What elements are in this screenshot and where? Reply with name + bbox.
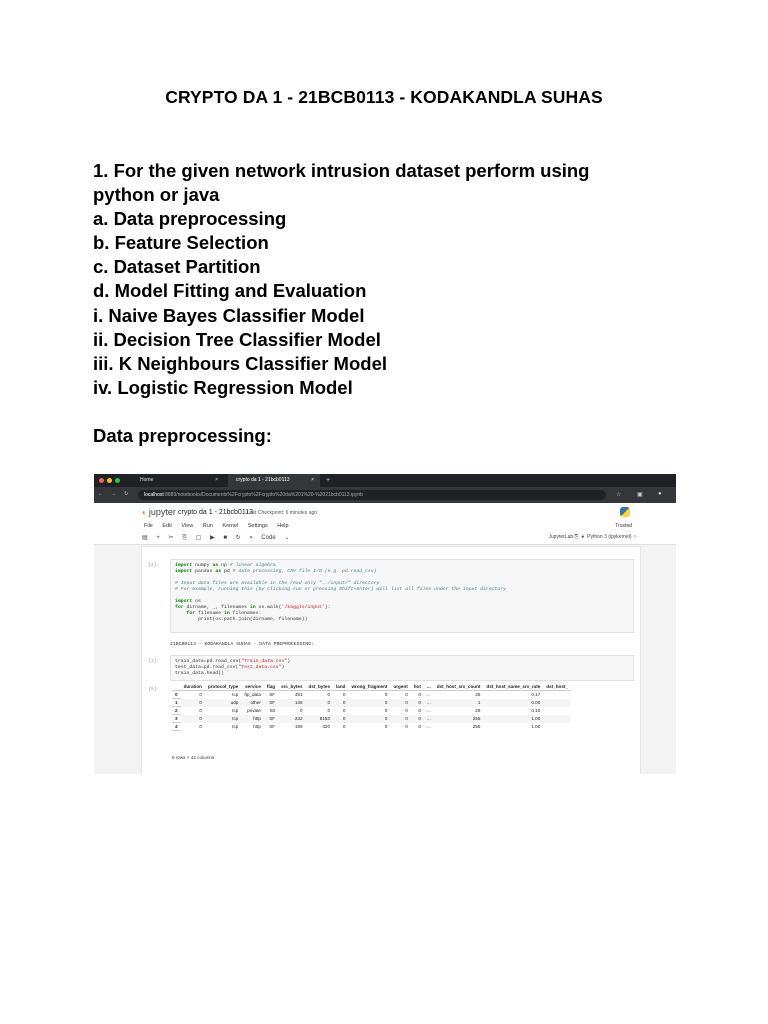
- trusted-badge: Trusted: [615, 523, 632, 529]
- forward-icon: →: [111, 491, 116, 497]
- table-cell: 491: [294, 692, 303, 698]
- table-cell: [543, 691, 571, 699]
- table-cell: SF: [264, 715, 278, 723]
- add-cell-icon: +: [156, 535, 160, 541]
- table-cell: tcp: [232, 724, 239, 730]
- table-body: [172, 691, 571, 731]
- table-cell: 1.00: [483, 715, 543, 723]
- code-cell: train_data=pd.read_csv("Train_data.csv") test_data=pd.read_csv("Test_data.csv") train_data.head(): [170, 655, 634, 681]
- close-icon: ×: [215, 477, 218, 483]
- table-cell: 0.17: [531, 692, 541, 698]
- question-line: iv. Logistic Regression Model: [93, 376, 353, 398]
- minimize-dot-icon: [107, 478, 112, 483]
- menu-settings: Settings: [247, 523, 268, 529]
- kernel-name: Python 3 (ipykernel): [587, 534, 632, 540]
- table-cell: 0: [418, 724, 421, 730]
- table-row: [172, 707, 571, 715]
- table-cell: ...: [424, 715, 434, 723]
- menu-view: View: [181, 523, 194, 529]
- column-header: land: [333, 683, 348, 691]
- table-cell: 0: [342, 692, 346, 698]
- table-cell: ...: [426, 724, 431, 730]
- table-cell: 0: [299, 708, 303, 714]
- paste-icon: ▢: [195, 535, 202, 541]
- table-cell: 0: [411, 715, 424, 723]
- table-cell: 0: [384, 724, 388, 730]
- url-path: :8889/notebooks/Documents%2Fcrypto%2Fcrypto%20da%201%20-%2021bcb0113.ipynb: [163, 492, 363, 498]
- markdown-note: 21BCB0113 - KODAKANDLA SUHAS - DATA PREPROCESSING:: [170, 642, 314, 647]
- table-cell: 0: [199, 724, 202, 730]
- menu-file: File: [144, 523, 153, 529]
- table-cell: S0: [269, 708, 276, 714]
- table-cell: 0: [405, 724, 408, 730]
- tab-notebook: [228, 474, 320, 487]
- table-cell: ...: [426, 708, 431, 714]
- question-line: 1. For the given network intrusion dataset perform using: [93, 160, 590, 181]
- question-line: b. Feature Selection: [93, 232, 269, 254]
- table-row: [172, 691, 571, 699]
- close-dot-icon: [99, 478, 104, 483]
- close-icon: ×: [311, 477, 314, 483]
- column-header: dst_host_: [543, 683, 571, 691]
- table-cell: http: [241, 715, 264, 723]
- url-host: localhost: [144, 492, 164, 498]
- document-title: CRYPTO DA 1 - 21BCB0113 - KODAKANDLA SUHAS: [165, 87, 603, 107]
- table-cell: SF: [269, 692, 276, 698]
- table-cell: private: [247, 708, 261, 714]
- profile-icon: ●: [658, 491, 662, 497]
- table-cell: 8153: [306, 715, 333, 723]
- table-cell: 420: [322, 724, 330, 730]
- table-cell: 0: [327, 708, 330, 714]
- table-cell: 0: [411, 699, 424, 707]
- question-line: i. Naive Bayes Classifier Model: [93, 304, 365, 326]
- column-header: src_bytes: [278, 683, 305, 691]
- column-header: duration: [181, 683, 205, 691]
- table-cell: 0: [306, 699, 333, 707]
- tab-label: Home: [140, 477, 154, 483]
- column-header: ...: [424, 683, 434, 691]
- table-cell: 0: [327, 692, 330, 698]
- table-row: [172, 715, 571, 723]
- cut-icon: ✂: [168, 535, 174, 541]
- table-cell: 1.00: [531, 724, 541, 730]
- table-cell: 0: [405, 692, 408, 698]
- table-cell: 0: [390, 715, 410, 723]
- jupyter-logo: [142, 507, 176, 517]
- column-header: service: [241, 683, 264, 691]
- column-header: dst_host_same_srv_rate: [483, 683, 543, 691]
- table-cell: 0: [390, 699, 410, 707]
- menu-kernel: Kernel: [222, 523, 239, 529]
- table-cell: SF: [264, 699, 278, 707]
- notebook-name: crypto da 1 - 21bcb0113: [178, 509, 253, 516]
- table-cell: 0: [418, 708, 421, 714]
- table-cell: 255: [434, 715, 484, 723]
- question-line: iii. K Neighbours Classifier Model: [93, 352, 387, 374]
- notebook-toolbar: [142, 534, 296, 542]
- dataframe-table: [172, 683, 571, 731]
- maximize-dot-icon: [115, 478, 120, 483]
- table-cell: 0: [181, 715, 205, 723]
- python-logo-icon: [620, 507, 630, 517]
- question-line: d. Model Fitting and Evaluation: [93, 280, 367, 302]
- chevron-down-icon: ⌄: [284, 535, 290, 541]
- table-cell: 0: [342, 708, 346, 714]
- cell-prompt: [3]:: [148, 659, 160, 664]
- column-header: dst_host_srv_count: [434, 683, 484, 691]
- menu-bar: [144, 523, 297, 529]
- table-cell: 255: [472, 724, 481, 730]
- column-header: flag: [264, 683, 278, 691]
- question-line: python or java: [93, 184, 220, 206]
- table-cell: [543, 715, 571, 723]
- table-cell: 0: [348, 699, 390, 707]
- table-cell: SF: [269, 724, 276, 730]
- restart-icon: ↻: [235, 535, 241, 541]
- table-cell: 0: [418, 692, 421, 698]
- run-icon: ▶: [210, 535, 215, 541]
- table-cell: 0: [181, 699, 205, 707]
- table-cell: 0: [384, 692, 388, 698]
- table-cell: [543, 699, 571, 707]
- back-icon: ←: [98, 491, 103, 497]
- jupyter-orbit-icon: ◐: [142, 508, 147, 517]
- stop-icon: ■: [223, 535, 227, 541]
- table-cell: tcp: [232, 692, 239, 698]
- table-cell: 199: [294, 724, 303, 730]
- table-cell: 2: [172, 707, 181, 715]
- browser-urlbar: [94, 487, 676, 503]
- browser-tabbar: [94, 474, 676, 487]
- reload-icon: ↻: [124, 491, 129, 497]
- table-cell: 0: [172, 691, 181, 699]
- table-cell: ...: [426, 692, 431, 698]
- new-tab-icon: +: [326, 477, 331, 484]
- column-header: [172, 683, 181, 691]
- table-cell: 0: [384, 708, 388, 714]
- table-header-row: [172, 683, 571, 691]
- question-line: a. Data preprocessing: [93, 208, 287, 230]
- table-cell: ...: [424, 699, 434, 707]
- table-cell: 0.00: [483, 699, 543, 707]
- fast-forward-icon: »: [249, 535, 253, 541]
- table-cell: 4: [172, 723, 181, 731]
- extensions-icon: ▣: [637, 492, 643, 498]
- table-cell: tcp: [205, 715, 241, 723]
- table-cell: [543, 707, 571, 715]
- table-cell: tcp: [232, 708, 239, 714]
- table-cell: 0.10: [531, 708, 541, 714]
- table-cell: 0: [405, 708, 408, 714]
- table-cell: 1: [434, 699, 484, 707]
- notebook-area: [141, 546, 641, 774]
- column-header: protocol_type: [205, 683, 241, 691]
- question-text: [93, 159, 693, 400]
- tab-label: crypto da 1 - 21bcb0113: [236, 477, 290, 483]
- table-cell: 232: [278, 715, 305, 723]
- table-cell: 0: [342, 724, 346, 730]
- code-cell: import numpy as np # linear algebra import pandas as pd # data processing, CSV file I/O (e.g. pd.read_csv) # Input data files are available in the read-only "../input/" directory # For example, running this (by clicking run or pressing Shift+Enter) will list all files under the input directory import os for dirname, _, filenames in os.walk('/kaggle/input'): for filename in filenames: print(os.path.join(dirname, filename)): [170, 559, 634, 633]
- tab-home: [132, 474, 224, 487]
- jupyter-wordmark: jupyter: [148, 507, 176, 517]
- table-cell: 0: [333, 699, 348, 707]
- table-cell: udp: [205, 699, 241, 707]
- column-header: hot: [411, 683, 424, 691]
- star-icon: ☆: [616, 492, 622, 498]
- table-cell: 3: [172, 715, 181, 723]
- table-cell: 0: [348, 715, 390, 723]
- table-cell: 0: [199, 692, 202, 698]
- cell-prompt: [5]:: [148, 687, 160, 692]
- cell-type-select: Code: [261, 535, 276, 541]
- menu-run: Run: [202, 523, 213, 529]
- question-line: ii. Decision Tree Classifier Model: [93, 328, 381, 350]
- table-row: [172, 723, 571, 731]
- menu-help: Help: [277, 523, 289, 529]
- table-cell: 25: [475, 692, 481, 698]
- column-header: dst_bytes: [306, 683, 333, 691]
- checkpoint-status: Last Checkpoint: 6 minutes ago: [247, 510, 318, 516]
- table-cell: 1: [172, 699, 181, 707]
- column-header: wrong_fragment: [348, 683, 390, 691]
- column-header: urgent: [390, 683, 410, 691]
- table-cell: 26: [475, 708, 481, 714]
- kernel-info: JupyterLab ⎘ ● Python 3 (ipykernel) ○: [548, 534, 636, 540]
- table-cell: 146: [278, 699, 305, 707]
- table-cell: http: [253, 724, 261, 730]
- table-row: [172, 699, 571, 707]
- table-cell: 0: [199, 708, 202, 714]
- address-bar: [138, 490, 606, 500]
- cell-prompt: [2]:: [148, 563, 160, 568]
- table-cell: ftp_data: [244, 692, 261, 698]
- save-icon: ▤: [142, 535, 148, 541]
- kernel-status: JupyterLab: [548, 534, 574, 540]
- table-cell: [543, 723, 571, 731]
- jupyter-header: [94, 503, 676, 545]
- question-line: c. Dataset Partition: [93, 256, 261, 278]
- menu-edit: Edit: [162, 523, 172, 529]
- section-heading: Data preprocessing:: [93, 425, 272, 446]
- dataframe-info: 5 rows × 42 columns: [172, 755, 215, 760]
- copy-icon: ⎘: [182, 535, 188, 541]
- table-cell: other: [241, 699, 264, 707]
- table-cell: 0: [333, 715, 348, 723]
- notebook-screenshot: [94, 474, 676, 774]
